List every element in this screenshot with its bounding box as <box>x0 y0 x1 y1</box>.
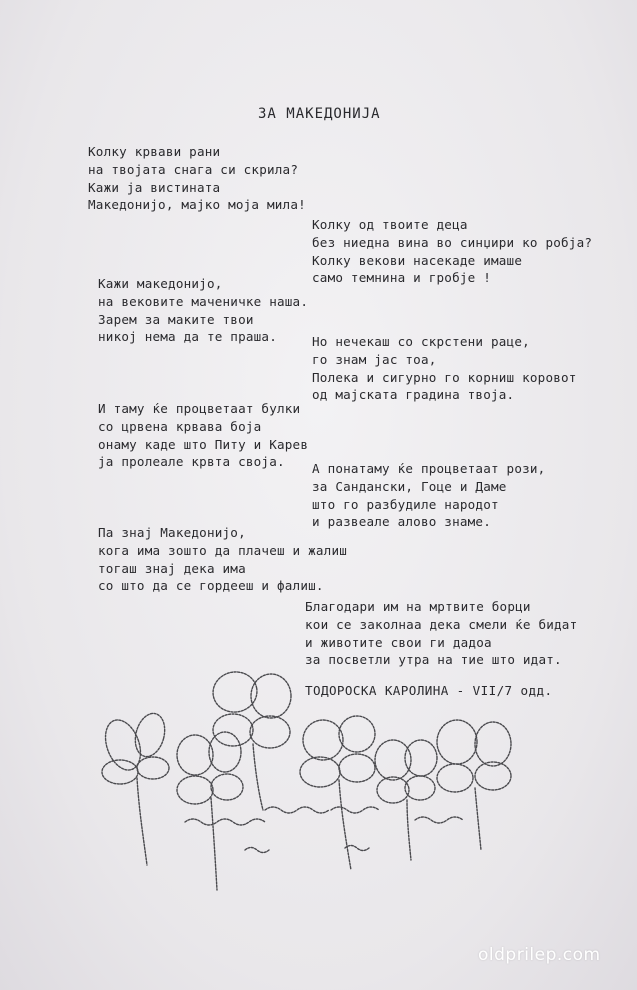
poem-line: и животите свои ги дадоа <box>305 634 492 650</box>
poem-line: Колку векови насекаде имаше <box>312 252 523 268</box>
poem-line: со што да се гордееш и фалиш. <box>98 578 324 594</box>
poem-line: никој нема да те праша. <box>98 329 277 345</box>
flower-drawing <box>375 740 437 860</box>
flower-drawing <box>210 668 291 810</box>
poem-line: Колку крвави рани <box>88 144 221 159</box>
poem-title: ЗА МАКЕДОНИЈА <box>258 106 381 122</box>
poem-line: го знам јас тоа, <box>312 351 437 367</box>
poem-line: со црвена крвава боја <box>98 418 262 434</box>
poem-line: Па знај Македонијо, <box>98 525 246 540</box>
poem-line: без ниедна вина во синџири ко робја? <box>312 234 593 250</box>
poem-line: онаму каде што Питу и Карев <box>98 436 309 452</box>
poem-line: за Сандански, Гоце и Даме <box>312 478 507 494</box>
poem-line: И таму ќе процветаат булки <box>98 401 301 416</box>
poem-line: само темнина и гробје ! <box>312 270 491 286</box>
poem-line: кои се заколнаа дека смели ќе бидат <box>305 616 578 632</box>
flower-drawing <box>300 716 375 870</box>
stanza-3 <box>98 275 308 346</box>
stanza-5 <box>98 400 308 471</box>
stanza-8 <box>305 598 577 669</box>
stanza-6 <box>312 460 545 531</box>
poem-line: Колку од твоите деца <box>312 217 468 232</box>
flower-drawing <box>437 720 511 850</box>
poem-line: Македонијо, мајко моја мила! <box>88 197 306 213</box>
poem-line: на вековите маченичке наша. <box>98 293 309 309</box>
poem-line: што го разбудиле народот <box>312 496 499 512</box>
site-watermark: oldprilep.com <box>478 945 601 965</box>
poem-line: Благодари им на мртвите борци <box>305 599 531 614</box>
poem-line: кога има зошто да плачеш и жалиш <box>98 542 348 558</box>
stanza-2 <box>312 216 592 287</box>
poem-line: Зарем за маките твои <box>98 311 254 327</box>
poem-author: ТОДОРОСКА КАРОЛИНА - VII/7 одд. <box>305 683 553 698</box>
stanza-1 <box>88 143 306 214</box>
flower-drawing <box>177 732 243 890</box>
poem-line: за посветли утра на тие што идат. <box>305 652 562 668</box>
stanza-4 <box>312 333 577 404</box>
stanza-7 <box>98 524 347 595</box>
leaf-chain-drawing <box>185 807 463 853</box>
poem-line: од мајската градина твоја. <box>312 387 515 403</box>
poem-line: тогаш знај дека има <box>98 560 246 576</box>
poem-line: Кажи ја вистината <box>88 179 221 195</box>
flower-illustration <box>95 660 525 900</box>
poem-line: на твојата снага си скрила? <box>88 161 299 177</box>
poem-line: Но нечекаш со скрстени раце, <box>312 334 530 349</box>
poem-line: Кажи македонијо, <box>98 276 223 291</box>
flower-drawing <box>99 710 169 865</box>
poem-line: Полека и сигурно го корниш коровот <box>312 369 577 385</box>
poem-line: А понатаму ќе процветаат рози, <box>312 461 546 476</box>
poem-line: ја пролеале крвта своја. <box>98 454 285 470</box>
poem-line: и развеале алово знаме. <box>312 514 491 530</box>
